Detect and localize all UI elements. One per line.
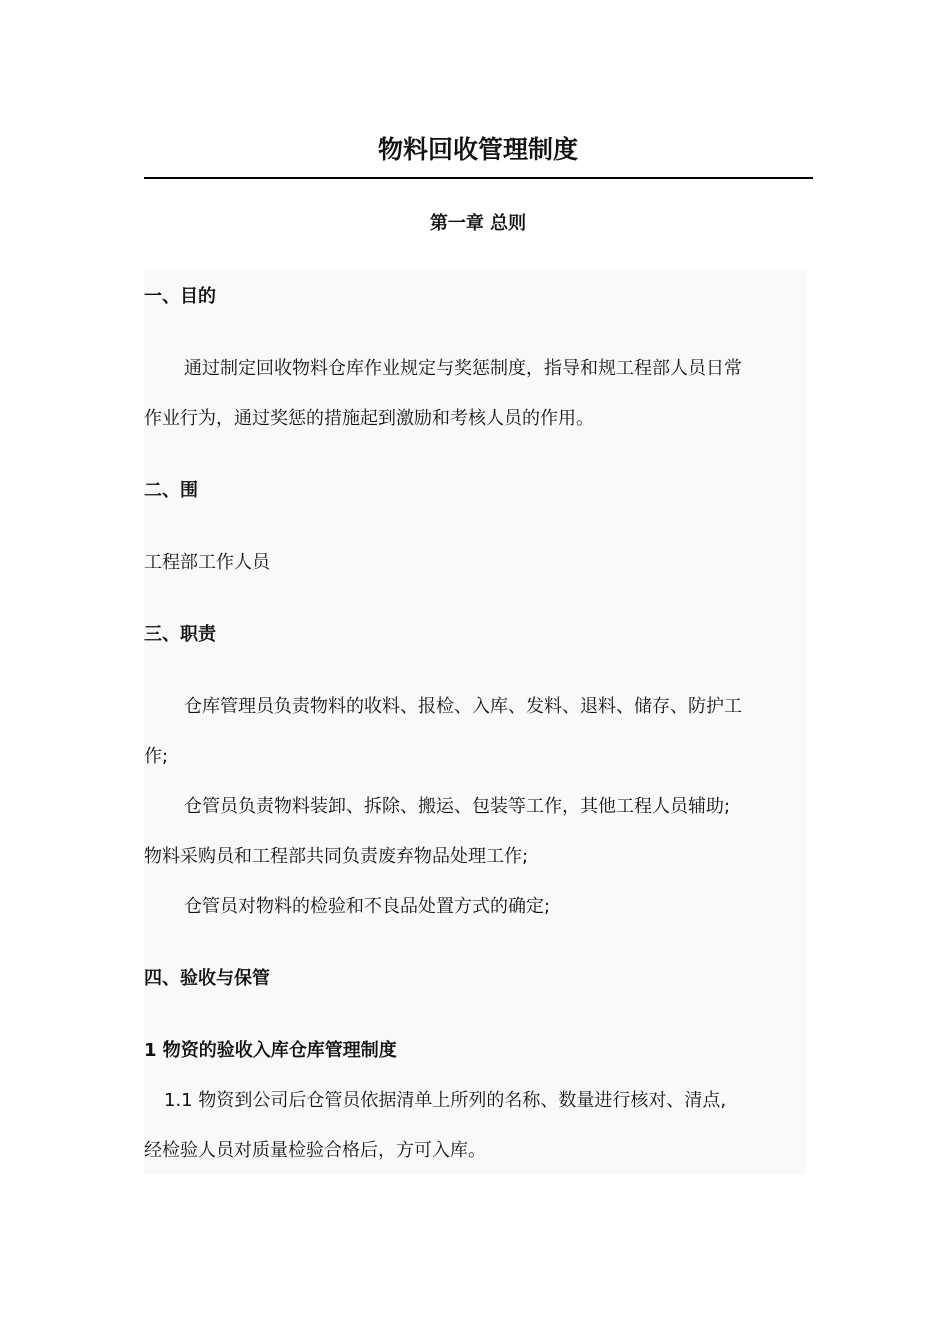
section-heading-acceptance: 四、验收与保管 [144, 968, 270, 989]
scope-text: 工程部工作人员 [144, 552, 270, 573]
subsection-heading-1: 1 物资的验收入库仓库管理制度 [144, 1040, 397, 1061]
duties-item-4: 仓管员对物料的检验和不良品处置方式的确定; [184, 896, 551, 917]
section-heading-purpose: 一、目的 [144, 286, 216, 307]
clause-1-1-line-2: 经检验人员对质量检验合格后，方可入库。 [144, 1140, 486, 1161]
section-heading-duties: 三、职责 [144, 624, 216, 645]
duties-item-2: 仓管员负责物料装卸、拆除、搬运、包装等工作，其他工程人员辅助; [184, 796, 731, 817]
chapter-heading: 第一章 总则 [429, 213, 527, 234]
title-underline [144, 177, 813, 179]
purpose-paragraph-line-1: 通过制定回收物料仓库作业规定与奖惩制度，指导和规工程部人员日常 [184, 358, 742, 379]
section-heading-scope: 二、围 [144, 480, 198, 501]
duties-item-1-line-1: 仓库管理员负责物料的收料、报检、入库、发料、退料、储存、防护工 [184, 696, 742, 717]
duties-item-1-line-2: 作; [144, 746, 169, 767]
document-title: 物料回收管理制度 [377, 135, 578, 164]
clause-1-1-line-1: 1.1 物资到公司后仓管员依据清单上所列的名称、数量进行核对、清点, [164, 1090, 727, 1111]
purpose-paragraph-line-2: 作业行为，通过奖惩的措施起到激励和考核人员的作用。 [144, 408, 594, 429]
duties-item-3: 物料采购员和工程部共同负责废弃物品处理工作; [144, 846, 529, 867]
